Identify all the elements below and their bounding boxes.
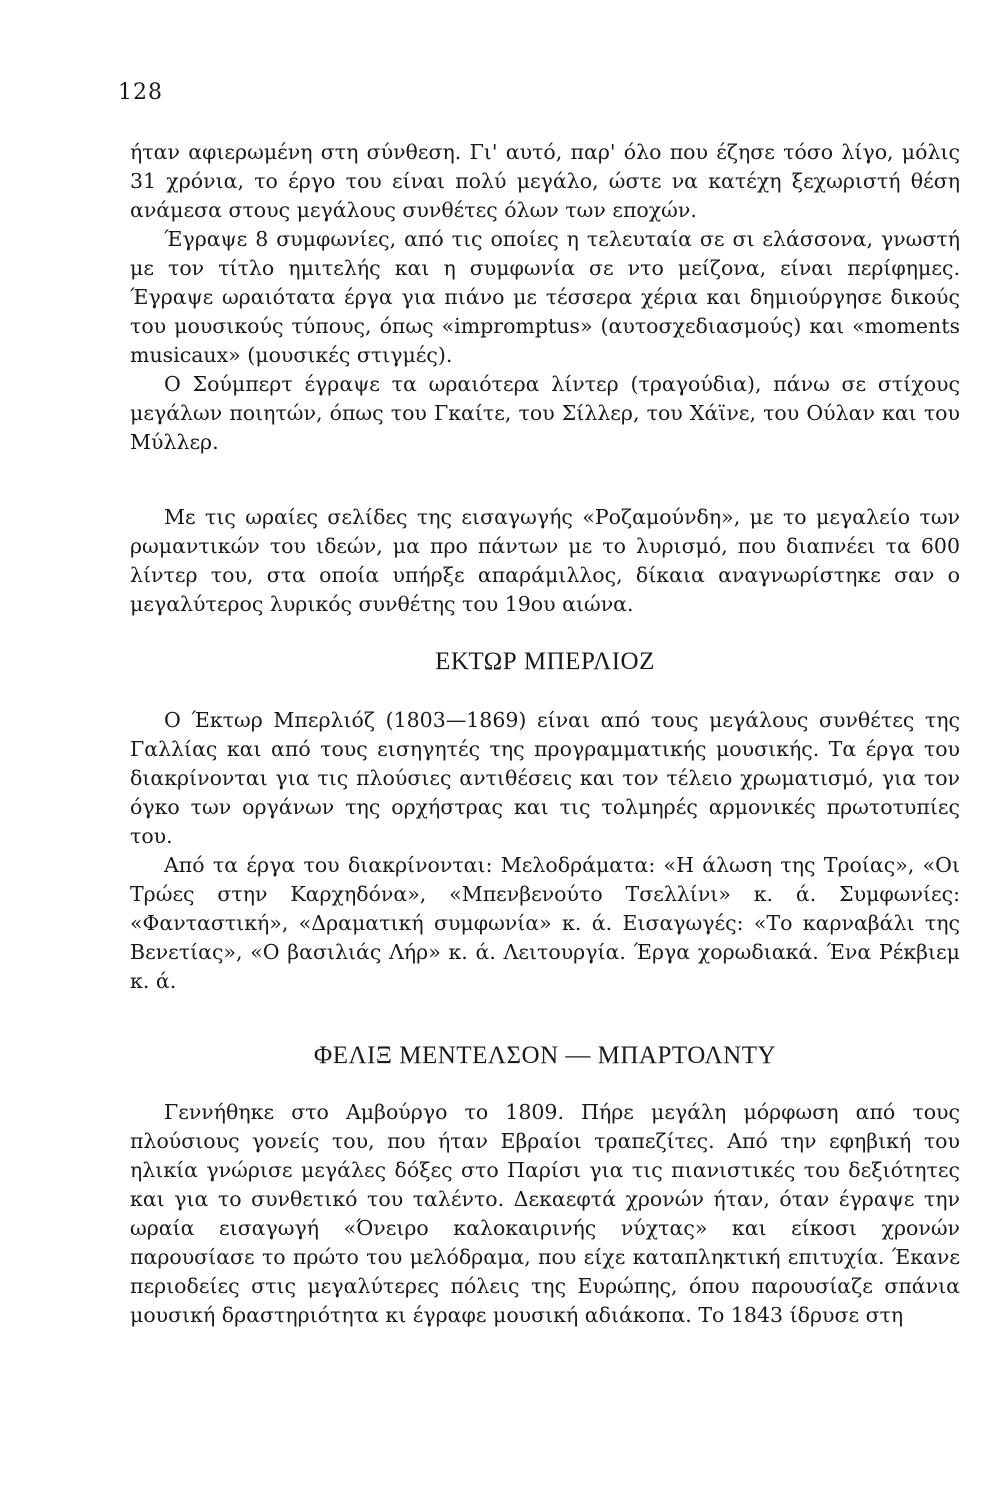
paragraph: ήταν αφιερωμένη στη σύνθεση. Γι' αυτό, παρ' όλο που έζησε τόσο λίγο, μόλις 31 χρόνια, το έργο του είναι πολύ μεγάλο, ώστε να κατέχη ξεχωριστή θέση ανάμεσα στους μεγάλους συνθέτες όλων των εποχών. — [130, 140, 960, 222]
paragraph: Από τα έργα του διακρίνονται: Μελοδράματα: «Η άλωση της Τροίας», «Οι Τρώες στην Καρχηδόνα», «Μπενβενούτο Τσελλίνι» κ. ά. Συμφωνίες: «Φανταστική», «Δραματική συμφωνία» κ. ά. Εισαγωγές: «Το καρναβάλι της Βενετίας», «Ο βασιλιάς Λήρ» κ. ά. Λειτουργία. Έργα χορωδιακά. Ένα Ρέκβιεμ κ. ά. — [130, 853, 960, 993]
page-number: 128 — [118, 80, 163, 105]
paragraph: Ο Σούμπερτ έγραψε τα ωραιότερα λίντερ (τραγούδια), πάνω σε στίχους μεγάλων ποιητών, όπως του Γκαίτε, του Σίλλερ, του Χάϊνε, του Ούλαν και του Μύλλερ. — [130, 372, 960, 454]
berlioz-section — [130, 706, 960, 996]
section-heading-berlioz: ΕΚΤΩΡ ΜΠΕΡΛΙΟΖ — [435, 648, 655, 675]
paragraph: Με τις ωραίες σελίδες της εισαγωγής «Ροζαμούνδη», με το μεγαλείο των ρωμαντικών του ιδεών, μα προ πάντων με το λυρισμό, που διαπνέει τα 600 λίντερ του, στα οποία υπήρξε απαράμιλλος, δίκαια αναγνωρίστηκε σαν ο μεγαλύτερος λυρικός συνθέτης του 19ου αιώνα. — [130, 505, 960, 616]
paragraph: Έγραψε 8 συμφωνίες, από τις οποίες η τελευταία σε σι ελάσσονα, γνωστή με τον τίτλο ημιτελής και η συμφωνία σε ντο μείζονα, είναι περίφημες. Έγραψε ωραιότατα έργα για πιάνο με τέσσερα χέρια και δημιούργησε δικούς του μουσικούς τύπους, όπως «impromptus» (αυτοσχεδιασμούς) και «moments musicaux» (μουσικές στιγμές). — [130, 227, 960, 367]
schubert-section — [130, 138, 960, 457]
paragraph: Ο Έκτωρ Μπερλιόζ (1803—1869) είναι από τους μεγάλους συνθέτες της Γαλλίας και από τους εισηγητές της προγραμματικής μουσικής. Τα έργα του διακρίνονται για τις πλούσιες αντιθέσεις και τον τέλειο χρωματισμό, για τον όγκο των οργάνων της ορχήστρας και τις τολμηρές αρμονικές πρωτοτυπίες του. — [130, 708, 960, 848]
section-heading-mendelssohn: ΦΕΛΙΞ ΜΕΝΤΕΛΣΟΝ — ΜΠΑΡΤΟΛΝΤΥ — [313, 1042, 777, 1069]
mendelssohn-section — [130, 1098, 960, 1330]
paragraph: Γεννήθηκε στο Αμβούργο το 1809. Πήρε μεγάλη μόρφωση από τους πλούσιους γονείς του, που ήταν Εβραίοι τραπεζίτες. Από την εφηβική του ηλικία γνώρισε μεγάλες δόξες στο Παρίσι για τις πιανιστικές του δεξιότητες και για το συνθετικό του ταλέντο. Δεκαεφτά χρονών ήταν, όταν έγραψε την ωραία εισαγωγή «Όνειρο καλοκαιρινής νύχτας» και είκοσι χρονών παρουσίασε το πρώτο του μελόδραμα, που είχε καταπληκτική επιτυχία. Έκανε περιοδείες στις μεγαλύτερες πόλεις της Ευρώπης, όπου παρουσίαζε σπάνια μουσική δραστηριότητα κι έγραφε μουσική αδιάκοπα. Το 1843 ίδρυσε στη — [130, 1100, 960, 1327]
schubert-closing-section — [130, 503, 960, 619]
